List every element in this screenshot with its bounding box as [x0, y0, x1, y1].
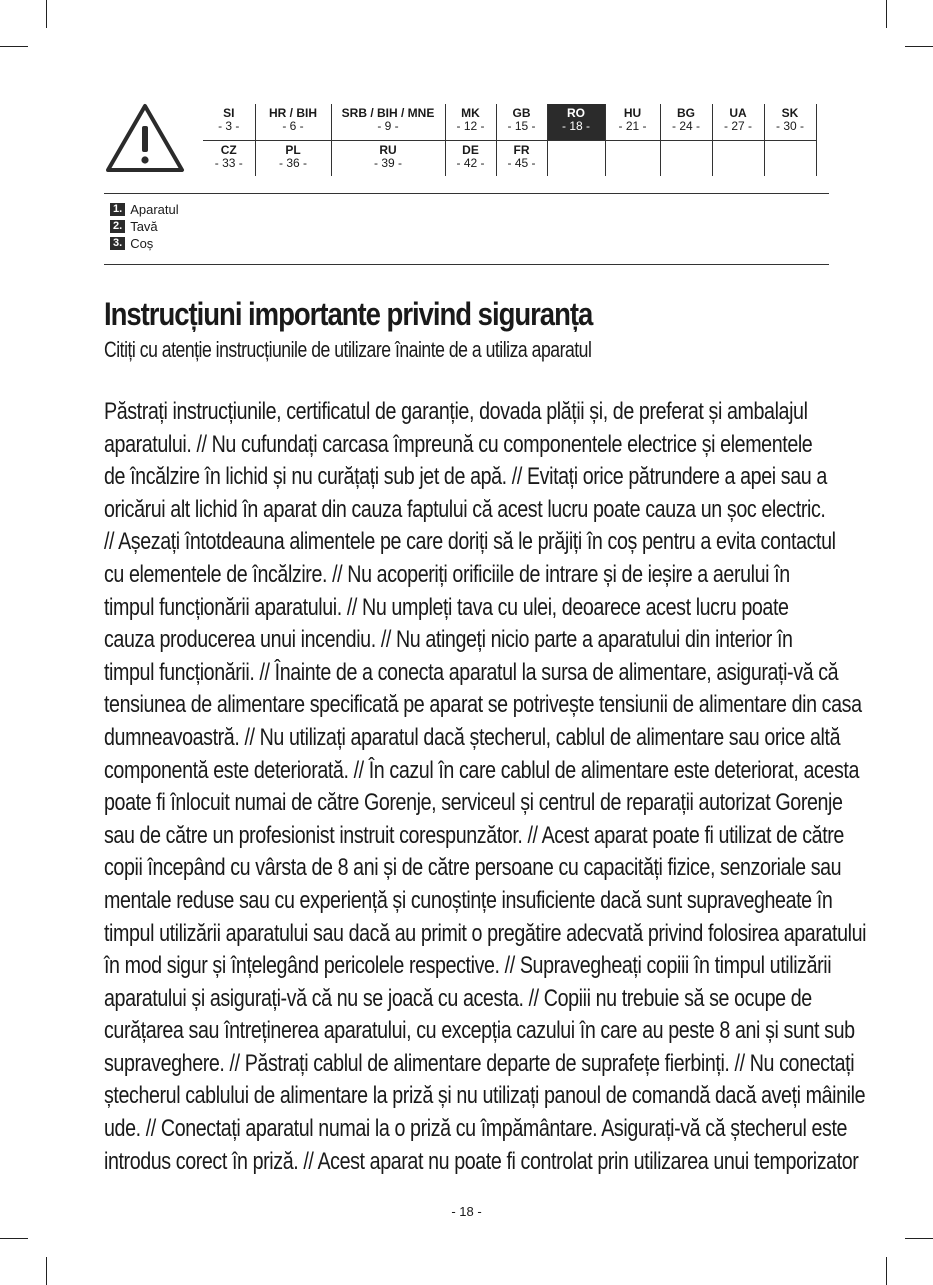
language-page: - 15 -	[507, 119, 536, 133]
language-cell	[203, 140, 255, 176]
language-code: RO	[567, 106, 585, 120]
text-line: cu elementele de încălzire. // Nu acoperiți orificiile de intrare și de ieșire a aerului în	[104, 560, 790, 588]
language-code: SRB / BIH / MNE	[341, 106, 435, 120]
legend-label: Aparatul	[130, 202, 179, 217]
crop-mark	[46, 1257, 47, 1285]
language-page: - 18 -	[561, 119, 590, 133]
parts-legend	[110, 201, 179, 252]
language-cell	[547, 104, 605, 140]
language-code: UA	[729, 106, 747, 120]
language-cell	[712, 104, 764, 140]
language-page: - 45 -	[507, 155, 536, 170]
text-line: în mod sigur și înțelegând pericolele respective. // Supravegheați copiii în timpul utilizării	[104, 952, 832, 980]
language-page: - 36 -	[278, 155, 307, 170]
language-cell	[496, 104, 547, 140]
text-line: // Așezați întotdeauna alimentele pe care doriți să le prăjiți în coș pentru a evita contactul	[104, 528, 836, 556]
text-line: dumneavoastră. // Nu utilizați aparatul dacă ștecherul, cablul de alimentare sau orice altă	[104, 723, 841, 751]
text-line: mentale reduse sau cu experiență și cunoștințe insuficiente dacă sunt supravegheate în	[104, 886, 833, 914]
language-cell	[547, 140, 605, 176]
language-cell	[496, 140, 547, 176]
language-page: - 27 -	[723, 119, 752, 133]
legend-item	[110, 235, 179, 252]
legend-label: Coș	[130, 236, 154, 251]
divider	[104, 193, 829, 194]
language-cell	[445, 104, 496, 140]
language-page: - 33 -	[214, 155, 243, 170]
language-code: PL	[285, 142, 301, 157]
crop-mark	[46, 0, 47, 28]
crop-mark	[905, 1238, 933, 1239]
legend-item	[110, 201, 179, 218]
text-line: copii începând cu vârsta de 8 ani și de către persoane cu capacități fizice, senzoriale sau	[104, 854, 842, 882]
crop-mark	[886, 1257, 887, 1285]
language-cell	[712, 140, 764, 176]
language-cell	[605, 104, 660, 140]
text-line: timpul funcționării aparatului. // Nu umpleți tava cu ulei, deoarece acest lucru poate	[104, 593, 789, 621]
page-number: - 18 -	[451, 1204, 482, 1219]
text-line: timpul funcționării. // Înainte de a conecta aparatul la sursa de alimentare, asigurați-vă că	[104, 658, 839, 686]
language-index-table	[203, 104, 817, 176]
legend-number: 1.	[110, 203, 125, 216]
text-line: de încălzire în lichid și nu curățați sub jet de apă. // Evitați orice pătrundere a apei sau a	[104, 463, 827, 491]
legend-number: 3.	[110, 237, 125, 250]
language-code: HU	[623, 106, 642, 120]
language-page: - 6 -	[282, 119, 304, 133]
language-page: - 21 -	[618, 119, 647, 133]
text-line: ude. // Conectați aparatul numai la o priză cu împământare. Asigurați-vă că ștecherul este	[104, 1115, 848, 1143]
text-line: tensiunea de alimentare specificată pe aparat se potrivește tensiunii de alimentare din casa	[104, 691, 862, 719]
text-line: componentă este deteriorată. // În cazul în care cablul de alimentare este deteriorat, acesta	[104, 756, 859, 784]
text-line: timpul utilizării aparatului sau dacă au primit o pregătire adecvată privind folosirea aparatului	[104, 919, 867, 947]
language-code: MK	[461, 106, 480, 120]
language-code: DE	[462, 142, 479, 157]
legend-item	[110, 218, 179, 235]
language-page: - 9 -	[377, 119, 399, 133]
crop-mark	[905, 46, 933, 47]
language-cell	[605, 140, 660, 176]
text-line: oricărui alt lichid în aparat din cauza faptului că acest lucru poate cauza un șoc electric.	[104, 495, 826, 523]
language-cell	[764, 140, 816, 176]
language-code: RU	[379, 142, 397, 157]
legend-number: 2.	[110, 220, 125, 233]
language-code: FR	[513, 142, 530, 157]
language-cell	[660, 104, 712, 140]
language-cell	[660, 140, 712, 176]
crop-mark	[0, 46, 28, 47]
language-cell	[764, 104, 816, 140]
text-line: poate fi înlocuit numai de către Gorenje, serviceul și centrul de reparații autorizat Gorenje	[104, 789, 843, 817]
text-line: aparatului și asigurați-vă că nu se joacă cu acesta. // Copiii nu trebuie să se ocupe de	[104, 984, 812, 1012]
text-line: Păstrați instrucțiunile, certificatul de garanție, dovada plății și, de preferat și ambalajul	[104, 398, 808, 425]
text-line: supraveghere. // Păstrați cablul de alimentare departe de suprafețe fierbinți. // Nu conectați	[104, 1049, 855, 1077]
language-code: HR / BIH	[269, 106, 317, 120]
text-line: introdus corect în priză. // Acest aparat nu poate fi controlat prin utilizarea unui temporizator	[104, 1147, 859, 1175]
text-line: ștecherul cablului de alimentare la priză și nu utilizați panoul de comandă dacă aveți mâinile	[104, 1082, 866, 1110]
language-page: - 42 -	[456, 155, 485, 170]
legend-label: Tavă	[130, 219, 158, 234]
language-cell	[255, 104, 331, 140]
text-line: aparatului. // Nu cufundați carcasa împreună cu componentele electrice și elementele	[104, 430, 813, 458]
crop-mark	[0, 1238, 28, 1239]
language-page: - 30 -	[775, 119, 804, 133]
page-title: Instrucțiuni importante privind siguranța	[104, 296, 593, 332]
language-cell	[255, 140, 331, 176]
crop-mark	[886, 0, 887, 28]
warning-triangle-icon	[104, 102, 186, 174]
language-cell	[203, 104, 255, 140]
language-page: - 12 -	[456, 119, 485, 133]
language-page: - 24 -	[671, 119, 700, 133]
safety-instructions-text	[104, 396, 867, 1178]
page-subtitle: Citiți cu atenție instrucțiunile de utilizare înainte de a utiliza aparatul	[104, 337, 592, 362]
divider	[104, 264, 829, 265]
language-code: CZ	[220, 142, 237, 157]
language-code: BG	[677, 106, 695, 120]
language-page: - 39 -	[373, 155, 402, 170]
text-line: sau de către un profesionist instruit corespunzător. // Acest aparat poate fi utilizat de către	[104, 821, 844, 849]
language-cell	[445, 140, 496, 176]
language-cell	[331, 104, 445, 140]
language-code: SK	[781, 106, 799, 120]
language-cell	[331, 140, 445, 176]
language-code: GB	[512, 106, 531, 120]
text-line: curățarea sau întreținerea aparatului, cu excepția cazului în care au peste 8 ani și sunt sub	[104, 1017, 855, 1045]
language-code: SI	[223, 106, 235, 120]
language-page: - 3 -	[218, 119, 240, 133]
text-line: cauza producerea unui incendiu. // Nu atingeți nicio parte a aparatului din interior în	[104, 626, 793, 654]
